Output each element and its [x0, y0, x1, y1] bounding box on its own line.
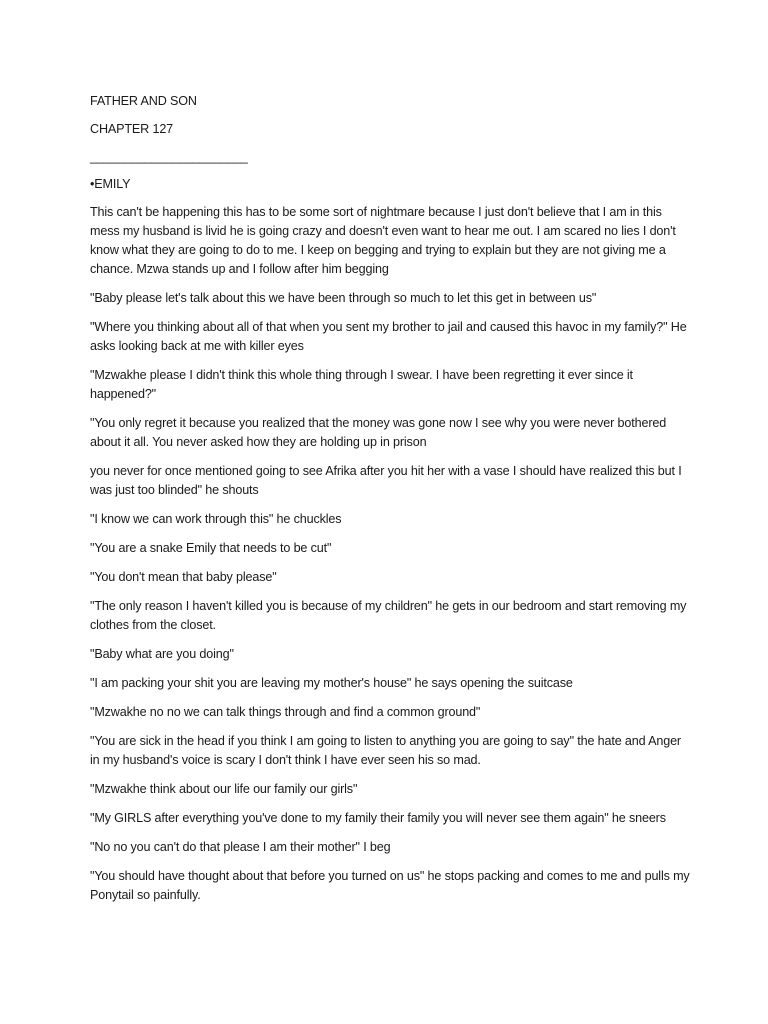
section-heading: •EMILY — [90, 177, 131, 191]
paragraph: "I am packing your shit you are leaving my mother's house" he says opening the suitcase — [90, 676, 573, 690]
paragraph: "You are a snake Emily that needs to be cut" — [90, 541, 332, 555]
paragraph: "Mzwakhe please I didn't think this whole thing through I swear. I have been regretting it ever since it happened?" — [90, 368, 633, 401]
document-title: FATHER AND SON — [90, 94, 197, 108]
paragraph: "You should have thought about that before you turned on us" he stops packing and comes to me and pulls my Ponytail so painfully. — [90, 869, 690, 902]
paragraph: "Mzwakhe no no we can talk things through and find a common ground" — [90, 705, 481, 719]
paragraph: "Baby what are you doing" — [90, 647, 234, 661]
paragraph: "Where you thinking about all of that when you sent my brother to jail and caused this havoc in my family?" He asks looking back at me with killer eyes — [90, 320, 687, 353]
paragraph: "You don't mean that baby please" — [90, 570, 277, 584]
paragraph: "My GIRLS after everything you've done to my family their family you will never see them again" he sneers — [90, 811, 666, 825]
chapter-heading: CHAPTER 127 — [90, 122, 174, 136]
paragraph: "You only regret it because you realized that the money was gone now I see why you were never bothered about it all. You never asked how they are holding up in prison — [90, 416, 667, 449]
separator-line: _______________________ — [90, 150, 248, 164]
paragraph: "You are sick in the head if you think I am going to listen to anything you are going to say" the hate and Anger in my husband's voice is scary I don't think I have ever seen his so mad. — [90, 734, 681, 767]
paragraph: "Mzwakhe think about our life our family our girls" — [90, 782, 358, 796]
paragraph: "The only reason I haven't killed you is because of my children" he gets in our bedroom and start removing my clothes from the closet. — [90, 599, 687, 632]
document-page — [90, 92, 690, 915]
paragraph: "I know we can work through this" he chuckles — [90, 512, 342, 526]
paragraph: "Baby please let's talk about this we have been through so much to let this get in between us" — [90, 291, 597, 305]
paragraph: This can't be happening this has to be some sort of nightmare because I just don't believe that I am in this mess my husband is livid he is going crazy and doesn't even want to hear me out. I am scared no lies I don't know what they are going to do to me. I keep on begging and trying to explain but they are not giving me a chance. Mzwa stands up and I follow after him begging — [90, 205, 676, 276]
paragraph: you never for once mentioned going to see Afrika after you hit her with a vase I should have realized this but I was just too blinded" he shouts — [90, 464, 682, 497]
paragraph: "No no you can't do that please I am their mother" I beg — [90, 840, 391, 854]
